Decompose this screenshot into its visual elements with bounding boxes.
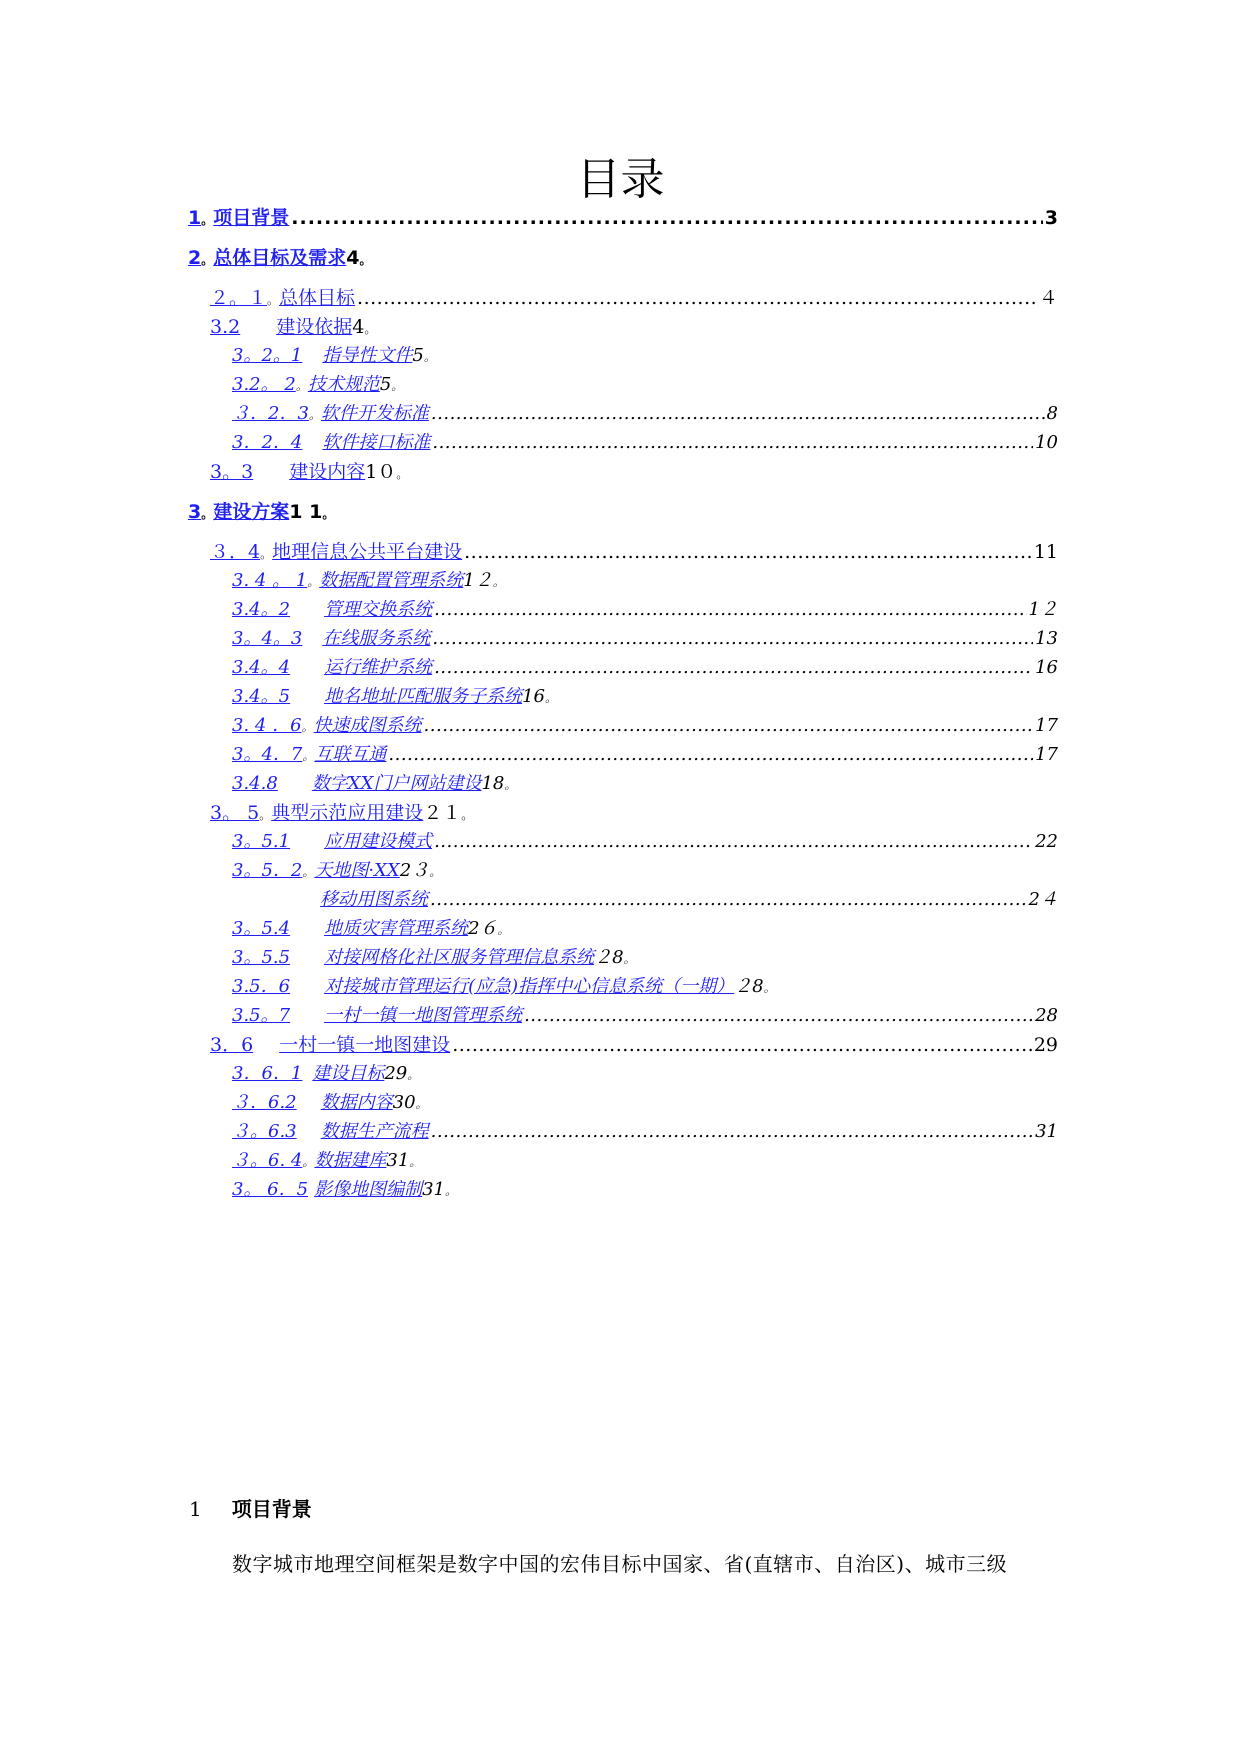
toc-entry-label[interactable]: 指导性文件: [322, 345, 413, 366]
toc-entry-label[interactable]: 运行维护系统: [324, 657, 433, 678]
toc-entry[interactable]: [232, 714, 1058, 738]
toc-entry-leader-dots: [434, 656, 1033, 680]
toc-entry-leader-dots: [291, 206, 1043, 230]
toc-entry-separator: 。: [307, 575, 320, 589]
toc-entry-page-number: 13: [1035, 628, 1058, 649]
toc-entry-label[interactable]: 典型示范应用建设: [271, 802, 424, 824]
toc-entry-page-number: 1２: [463, 570, 493, 591]
toc-entry-page-number: 29: [1033, 1034, 1058, 1056]
toc-entry-leader-dots: [432, 431, 1033, 455]
paragraph-mark: 。: [497, 923, 510, 937]
toc-entry[interactable]: [210, 460, 408, 484]
toc-entry-number[interactable]: ２。１: [210, 287, 268, 309]
paragraph-mark: 。: [322, 507, 335, 521]
toc-entry-page-number: ２8: [734, 976, 764, 997]
toc-entry-separator: 。: [201, 213, 214, 227]
toc-entry-label[interactable]: 对接网格化社区服务管理信息系统: [324, 947, 595, 968]
toc-entry-separator: 。: [201, 507, 214, 521]
toc-entry-label[interactable]: 影像地图编制: [314, 1179, 423, 1200]
paragraph-mark: 。: [623, 952, 636, 966]
toc-entry-number[interactable]: 3.5．6: [232, 976, 291, 997]
toc-entry-separator: 。: [260, 547, 273, 561]
paragraph-mark: 。: [763, 981, 776, 995]
toc-entry[interactable]: [232, 656, 1058, 680]
paragraph-mark: 。: [359, 253, 372, 267]
toc-entry-separator: 。: [301, 720, 314, 734]
toc-entry-page-number: 2３: [399, 860, 430, 881]
toc-entry-label[interactable]: 互联互通: [314, 744, 387, 765]
toc-entry-page-number: 31: [386, 1150, 410, 1171]
toc-entry[interactable]: [232, 373, 403, 397]
toc-entry-leader-dots: [464, 540, 1032, 564]
toc-entry-label[interactable]: 一村一镇一地图管理系统: [324, 1005, 523, 1026]
toc-entry-number[interactable]: 3。4。3: [232, 628, 303, 649]
toc-entry-leader-dots: [430, 888, 1027, 912]
paragraph-mark: 。: [461, 808, 474, 822]
section-title: 项目背景: [231, 1497, 312, 1521]
page-title: 目录: [576, 154, 665, 205]
toc-entry-label[interactable]: 总体目标: [279, 287, 356, 309]
toc-entry-leader-dots: [431, 1120, 1033, 1144]
toc-entry-number[interactable]: 1: [188, 207, 202, 229]
toc-entry-page-number: 4: [346, 247, 360, 269]
toc-entry-page-number: ２8: [594, 947, 624, 968]
toc-entry-leader-dots: [434, 598, 1026, 622]
toc-entry[interactable]: [232, 830, 1058, 854]
section-heading: [189, 1493, 312, 1522]
toc-entry-number[interactable]: 3。5．2: [232, 860, 303, 881]
toc-entry-number[interactable]: 3。5.1: [232, 831, 291, 852]
toc-entry-label[interactable]: 移动用图系统: [320, 889, 428, 910]
toc-entry-page-number: 2４: [1028, 889, 1058, 910]
toc-entry-leader-dots: [524, 1004, 1033, 1028]
toc-entry[interactable]: [210, 540, 1058, 564]
toc-entry-leader-dots: [431, 402, 1045, 426]
toc-entry-page-number: 1０: [365, 461, 397, 483]
toc-entry-page-number: 30: [392, 1092, 416, 1113]
toc-entry-number[interactable]: 3. 4 。 1: [232, 570, 308, 591]
paragraph-mark: 。: [492, 575, 505, 589]
toc-entry-separator: 。: [259, 808, 272, 822]
toc-entry-number[interactable]: 3. 4 ．6: [232, 715, 302, 736]
toc-entry-number[interactable]: 3。 6．5: [232, 1179, 309, 1200]
toc-entry-label[interactable]: 地质灾害管理系统: [324, 918, 469, 939]
toc-entry-number[interactable]: 3.4。4: [232, 657, 291, 678]
toc-entry-separator: 。: [295, 379, 308, 393]
toc-entry-page-number: 5: [379, 374, 392, 395]
toc-entry[interactable]: [188, 500, 334, 524]
toc-entry-page-number: 17: [1035, 715, 1058, 736]
paragraph-mark: 。: [415, 1097, 428, 1111]
toc-entry-label[interactable]: 建设方案: [213, 501, 290, 523]
paragraph-mark: 。: [504, 778, 517, 792]
toc-entry-label[interactable]: 应用建设模式: [324, 831, 433, 852]
toc-entry-label[interactable]: 建设依据: [276, 316, 353, 338]
toc-entry[interactable]: [232, 431, 1058, 455]
toc-entry-number[interactable]: 3。5.5: [232, 947, 291, 968]
toc-entry-number[interactable]: ３。6.3: [232, 1121, 297, 1142]
toc-entry-separator: 。: [267, 293, 280, 307]
toc-entry-label[interactable]: 数据配置管理系统: [319, 570, 464, 591]
toc-entry[interactable]: [232, 627, 1058, 651]
toc-entry-separator: 。: [302, 1155, 315, 1169]
toc-entry-page-number: 10: [1035, 432, 1058, 453]
toc-entry-number[interactable]: 3．2．4: [232, 432, 303, 453]
paragraph-mark: 。: [423, 350, 436, 364]
toc-entry[interactable]: [232, 1062, 419, 1086]
toc-entry-page-number: 3: [1044, 207, 1058, 229]
toc-entry-label[interactable]: 技术规范: [307, 374, 380, 395]
toc-entry-number[interactable]: 3: [188, 501, 202, 523]
toc-entry-label[interactable]: 数据建库: [314, 1150, 387, 1171]
toc-entry-label[interactable]: 地名地址匹配服务子系统: [324, 686, 523, 707]
toc-entry[interactable]: [210, 1033, 1058, 1057]
toc-entry-label[interactable]: 软件接口标准: [322, 432, 431, 453]
toc-entry-leader-dots: [388, 743, 1033, 767]
toc-entry-page-number: 17: [1035, 744, 1058, 765]
toc-entry[interactable]: [232, 975, 776, 999]
toc-entry-page-number: 16: [522, 686, 545, 707]
toc-entry-number[interactable]: 3。2。1: [232, 345, 303, 366]
toc-entry-separator: 。: [201, 253, 214, 267]
toc-entry[interactable]: [232, 1004, 1058, 1028]
toc-entry-label[interactable]: 地理信息公共平台建设: [272, 541, 463, 563]
paragraph-mark: 。: [544, 691, 557, 705]
paragraph-mark: 。: [444, 1184, 457, 1198]
toc-entry-label[interactable]: 软件开发标准: [320, 403, 429, 424]
toc-entry-number[interactable]: ３。6. 4: [232, 1150, 303, 1171]
toc-entry-number[interactable]: 3.4.8: [232, 773, 278, 794]
toc-entry-leader-dots: [432, 627, 1033, 651]
toc-entry-label[interactable]: 建设内容: [289, 461, 366, 483]
toc-entry-number[interactable]: 3．6．1: [232, 1063, 303, 1084]
toc-entry-label[interactable]: 管理交换系统: [324, 599, 433, 620]
toc-entry-separator: 。: [308, 408, 321, 422]
toc-entry-number[interactable]: 3。3: [210, 461, 254, 483]
toc-entry[interactable]: [232, 917, 510, 941]
toc-entry[interactable]: [232, 1149, 421, 1173]
paragraph-mark: 。: [364, 322, 377, 336]
toc-entry-number[interactable]: ３．2．3: [232, 403, 309, 424]
toc-entry-page-number: 22: [1035, 831, 1058, 852]
toc-entry-page-number: 8: [1046, 403, 1058, 424]
toc-entry[interactable]: [210, 801, 473, 825]
toc-entry[interactable]: [210, 315, 376, 339]
toc-entry-leader-dots: [357, 286, 1037, 310]
toc-entry-label[interactable]: 数据生产流程: [320, 1121, 429, 1142]
toc-entry-number[interactable]: 3.4。2: [232, 599, 291, 620]
toc-entry-leader-dots: [424, 714, 1034, 738]
toc-entry-number[interactable]: ３．4: [210, 541, 261, 563]
toc-entry[interactable]: [320, 888, 1058, 912]
toc-entry[interactable]: [232, 1091, 428, 1115]
toc-entry[interactable]: [232, 946, 636, 970]
toc-entry-page-number: 29: [384, 1063, 408, 1084]
paragraph-mark: 。: [407, 1068, 420, 1082]
toc-entry-page-number: 5: [412, 345, 424, 366]
toc-entry[interactable]: [232, 344, 436, 368]
toc-entry-number[interactable]: ３．6.2: [232, 1092, 297, 1113]
toc-entry[interactable]: [232, 685, 557, 709]
toc-entry-number[interactable]: 3。4．7: [232, 744, 303, 765]
toc-entry-page-number: 31: [1035, 1121, 1058, 1142]
toc-entry-page-number: ４: [1038, 287, 1058, 309]
toc-entry-number[interactable]: 2: [188, 247, 202, 269]
toc-entry-page-number: 16: [1035, 657, 1058, 678]
section-number: 1: [189, 1497, 202, 1521]
toc-entry-number[interactable]: 3.2。 2: [232, 374, 296, 395]
toc-entry-separator: 。: [302, 749, 315, 763]
toc-entry[interactable]: [232, 859, 441, 883]
toc-entry-label[interactable]: 天地图·XX: [314, 860, 400, 881]
toc-entry-page-number: 2６: [468, 918, 498, 939]
toc-entry[interactable]: [232, 772, 516, 796]
toc-entry-number[interactable]: 3。5.4: [232, 918, 291, 939]
paragraph-mark: 。: [409, 1155, 422, 1169]
toc-entry-page-number: 18: [481, 773, 505, 794]
toc-entry-number[interactable]: 3.5。7: [232, 1005, 291, 1026]
toc-entry-leader-dots: [452, 1033, 1032, 1057]
paragraph-mark: 。: [429, 865, 442, 879]
toc-entry-page-number: 28: [1035, 1005, 1058, 1026]
toc-entry-page-number: ２１: [423, 802, 462, 824]
toc-entry-label[interactable]: 数字XX门户网站建设: [311, 773, 482, 794]
toc-entry[interactable]: [188, 246, 372, 270]
toc-entry-label[interactable]: 对接城市管理运行(应急)指挥中心信息系统（一期）: [324, 976, 735, 997]
toc-entry-number[interactable]: 3.2: [210, 316, 241, 338]
toc-entry-page-number: 31: [422, 1179, 445, 1200]
toc-entry[interactable]: [232, 569, 505, 593]
toc-entry[interactable]: [232, 402, 1058, 426]
toc-entry-label[interactable]: 快速成图系统: [313, 715, 422, 736]
toc-entry-label[interactable]: 数据内容: [320, 1092, 393, 1113]
paragraph-mark: 。: [396, 467, 409, 481]
toc-entry-label[interactable]: 一村一镇一地图建设: [279, 1034, 451, 1056]
toc-entry-page-number: 4: [352, 316, 365, 338]
toc-entry-separator: 。: [302, 865, 315, 879]
toc-entry-label[interactable]: 总体目标及需求: [213, 247, 347, 269]
toc-entry-page-number: 11: [1033, 541, 1058, 563]
toc-entry[interactable]: [232, 743, 1058, 767]
toc-entry[interactable]: [232, 598, 1058, 622]
toc-entry[interactable]: [232, 1178, 457, 1202]
toc-entry-label[interactable]: 在线服务系统: [322, 628, 431, 649]
toc-entry-number[interactable]: 3.4。5: [232, 686, 291, 707]
toc-entry-number[interactable]: 3。 5: [210, 802, 260, 824]
toc-entry[interactable]: [232, 1120, 1058, 1144]
toc-entry[interactable]: [188, 206, 1058, 230]
body-paragraph: 数字城市地理空间框架是数字中国的宏伟目标中国家、省(直辖市、自治区)、城市三级: [232, 1552, 1008, 1576]
toc-entry-label[interactable]: 建设目标: [312, 1063, 385, 1084]
toc-entry-leader-dots: [434, 830, 1033, 854]
toc-entry-label[interactable]: 项目背景: [213, 207, 290, 229]
toc-entry-page-number: 1２: [1028, 599, 1058, 620]
toc-entry[interactable]: [210, 286, 1058, 310]
toc-entry-number[interactable]: 3．6: [210, 1034, 254, 1056]
paragraph-mark: 。: [391, 379, 404, 393]
toc-entry-page-number: 1 1: [289, 501, 323, 523]
